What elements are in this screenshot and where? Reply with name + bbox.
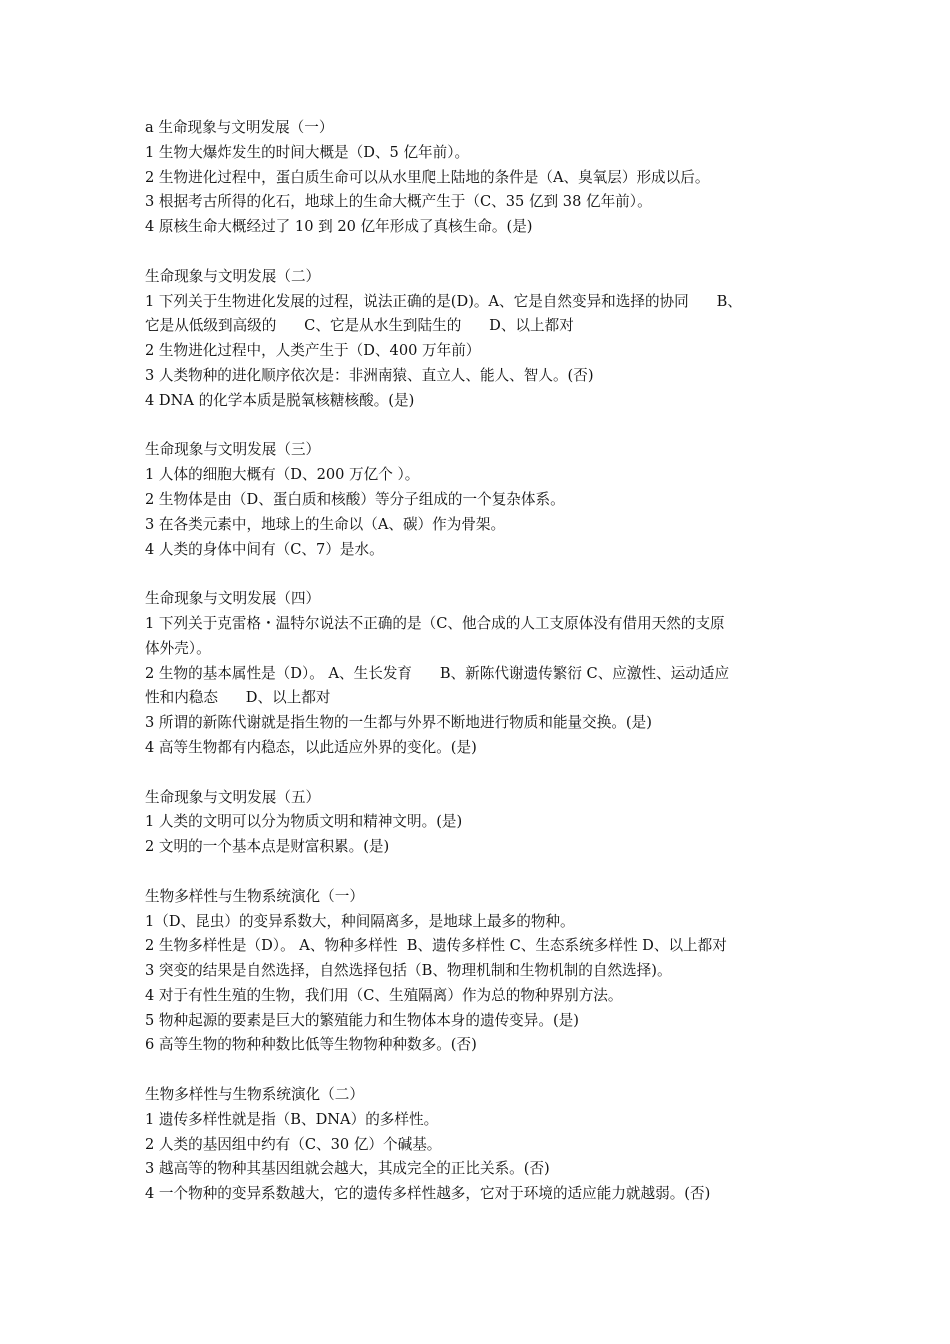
question-line: 3 越高等的物种其基因组就会越大，其成完全的正比关系。(否): [145, 1160, 550, 1178]
question-line: 2 生物的基本属性是（D）。 A、生长发育 B、新陈代谢遗传繁衍 C、应激性、运动适应: [145, 664, 730, 682]
section-4: [145, 587, 815, 761]
section-1: [145, 116, 815, 240]
question-line: 5 物种起源的要素是巨大的繁殖能力和生物体本身的遗传变异。(是): [145, 1011, 579, 1029]
question-line: 2 生物进化过程中，人类产生于（D、400 万年前）: [145, 342, 481, 360]
section-5: [145, 786, 815, 860]
question-line: 3 人类物种的进化顺序依次是：非洲南猿、直立人、能人、智人。(否): [145, 366, 594, 384]
section-title: 生命现象与文明发展（三）: [145, 441, 321, 459]
question-line: 3 所谓的新陈代谢就是指生物的一生都与外界不断地进行物质和能量交换。(是): [145, 714, 652, 732]
question-line: 1 生物大爆炸发生的时间大概是（D、5 亿年前）。: [145, 143, 470, 161]
section-3: [145, 438, 815, 562]
question-line: 1 遗传多样性就是指（B、DNA）的多样性。: [145, 1110, 439, 1128]
question-line: 性和内稳态 D、以上都对: [145, 689, 331, 707]
section-2: [145, 265, 815, 414]
section-title: 生物多样性与生物系统演化（一）: [145, 887, 364, 905]
question-line: 1 下列关于生物进化发展的过程，说法正确的是(D)。A、它是自然变异和选择的协同 B、: [145, 292, 742, 310]
question-line: 2 生物体是由（D、蛋白质和核酸）等分子组成的一个复杂体系。: [145, 490, 565, 508]
spacer: [145, 860, 815, 885]
question-line: 4 对于有性生殖的生物，我们用（C、生殖隔离）作为总的物种界别方法。: [145, 986, 623, 1004]
spacer: [145, 761, 815, 786]
question-line: 4 高等生物都有内稳态，以此适应外界的变化。(是): [145, 738, 477, 756]
question-line: 3 根据考古所得的化石，地球上的生命大概产生于（C、35 亿到 38 亿年前）。: [145, 193, 652, 211]
spacer: [145, 414, 815, 439]
spacer: [145, 240, 815, 265]
question-line: 1 人体的细胞大概有（D、200 万亿个 ）。: [145, 466, 420, 484]
spacer: [145, 562, 815, 587]
question-line: 它是从低级到高级的 C、它是从水生到陆生的 D、以上都对: [145, 317, 574, 335]
section-title: a 生命现象与文明发展（一）: [145, 119, 334, 136]
question-line: 4 原核生命大概经过了 10 到 20 亿年形成了真核生命。(是): [145, 218, 533, 236]
section-title: 生物多样性与生物系统演化（二）: [145, 1086, 364, 1104]
section-6: [145, 885, 815, 1059]
section-title: 生命现象与文明发展（二）: [145, 267, 321, 285]
question-line: 3 在各类元素中，地球上的生命以（A、碳）作为骨架。: [145, 515, 506, 533]
question-line: 1（D、昆虫）的变异系数大，种间隔离多，是地球上最多的物种。: [145, 912, 575, 930]
question-line: 4 一个物种的变异系数越大，它的遗传多样性越多，它对于环境的适应能力就越弱。(否): [145, 1185, 711, 1203]
question-line: 2 生物进化过程中，蛋白质生命可以从水里爬上陆地的条件是（A、臭氧层）形成以后。: [145, 168, 710, 186]
question-line: 4 DNA 的化学本质是脱氧核糖核酸。(是): [145, 391, 415, 409]
question-line: 体外壳）。: [145, 639, 211, 657]
question-line: 2 生物多样性是（D）。 A、物种多样性 B、遗传多样性 C、生态系统多样性 D、以上都对: [145, 937, 727, 955]
question-line: 2 人类的基因组中约有（C、30 亿）个碱基。: [145, 1135, 442, 1153]
spacer: [145, 1058, 815, 1083]
section-title: 生命现象与文明发展（五）: [145, 788, 321, 806]
question-line: 1 下列关于克雷格・温特尔说法不正确的是（C、他合成的人工支原体没有借用天然的支原: [145, 614, 725, 632]
section-7: [145, 1083, 815, 1207]
question-line: 3 突变的结果是自然选择，自然选择包括（B、物理机制和生物机制的自然选择)。: [145, 962, 672, 980]
question-line: 1 人类的文明可以分为物质文明和精神文明。(是): [145, 813, 463, 831]
question-line: 6 高等生物的物种种数比低等生物物种种数多。(否): [145, 1036, 477, 1054]
question-line: 2 文明的一个基本点是财富积累。(是): [145, 838, 390, 856]
question-line: 4 人类的身体中间有（C、7）是水。: [145, 540, 384, 558]
section-title: 生命现象与文明发展（四）: [145, 590, 321, 608]
document-page: [145, 116, 815, 1207]
